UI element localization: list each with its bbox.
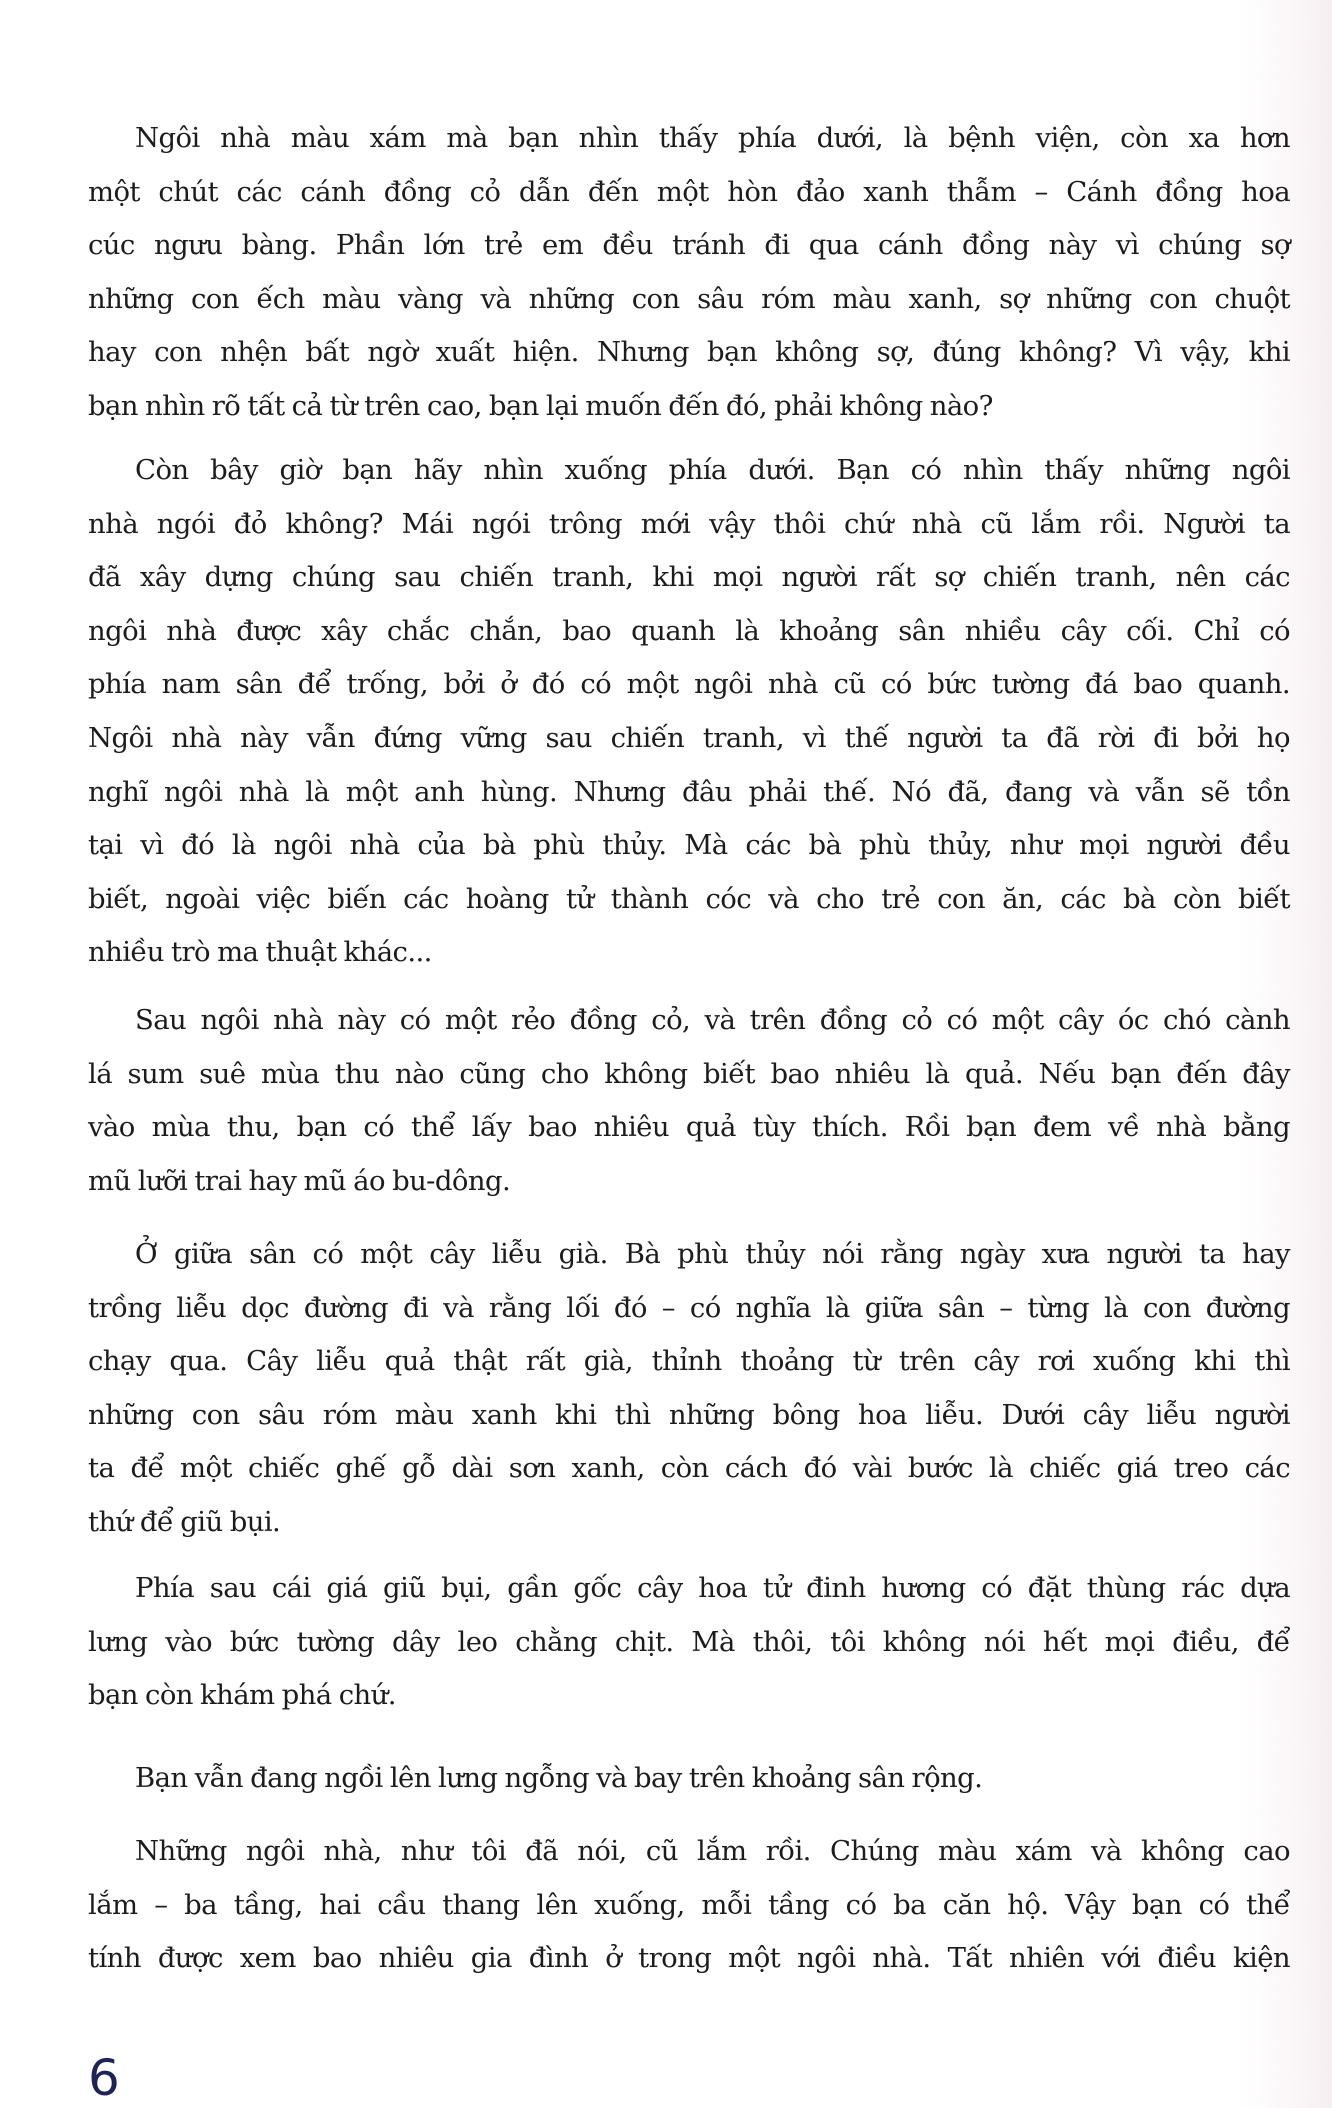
text-line: lưng vào bức tường dây leo chằng chịt. Mà thôi, tôi không nói hết mọi điều, để bbox=[88, 1625, 1290, 1658]
text-line: mũ lưỡi trai hay mũ áo bu-dông. bbox=[88, 1164, 511, 1197]
text-line: ngôi nhà được xây chắc chắn, bao quanh là khoảng sân nhiều cây cối. Chỉ có bbox=[88, 614, 1290, 647]
text-line: hay con nhện bất ngờ xuất hiện. Nhưng bạn không sợ, đúng không? Vì vậy, khi bbox=[88, 336, 1290, 369]
text-line: lắm – ba tầng, hai cầu thang lên xuống, mỗi tầng có ba căn hộ. Vậy bạn có thể bbox=[88, 1888, 1290, 1921]
paragraph-3 bbox=[88, 994, 1290, 1208]
paragraph-5 bbox=[88, 1562, 1290, 1723]
text-line: phía nam sân để trống, bởi ở đó có một ngôi nhà cũ có bức tường đá bao quanh. bbox=[88, 668, 1290, 701]
text-line: Phía sau cái giá giũ bụi, gần gốc cây hoa tử đinh hương có đặt thùng rác dựa bbox=[135, 1572, 1290, 1604]
text-line: một chút các cánh đồng cỏ dẫn đến một hòn đảo xanh thẫm – Cánh đồng hoa bbox=[88, 175, 1290, 208]
text-line: bạn còn khám phá chứ. bbox=[88, 1679, 396, 1712]
page-number: 6 bbox=[88, 2049, 120, 2107]
text-line: vào mùa thu, bạn có thể lấy bao nhiêu quả tùy thích. Rồi bạn đem về nhà bằng bbox=[88, 1111, 1290, 1144]
text-line: lá sum suê mùa thu nào cũng cho không biết bao nhiêu là quả. Nếu bạn đến đây bbox=[88, 1057, 1290, 1090]
text-line: trồng liễu dọc đường đi và rằng lối đó – có nghĩa là giữa sân – từng là con đường bbox=[88, 1291, 1290, 1324]
text-line: Còn bây giờ bạn hãy nhìn xuống phía dưới. Bạn có nhìn thấy những ngôi bbox=[135, 454, 1290, 486]
text-line: Ngôi nhà màu xám mà bạn nhìn thấy phía dưới, là bệnh viện, còn xa hơn bbox=[135, 122, 1290, 154]
text-line: Ngôi nhà này vẫn đứng vững sau chiến tranh, vì thế người ta đã rời đi bởi họ bbox=[88, 721, 1290, 754]
text-line: nhiều trò ma thuật khác... bbox=[88, 936, 432, 969]
paragraph-2 bbox=[88, 444, 1290, 980]
text-line: cúc ngưu bàng. Phần lớn trẻ em đều tránh đi qua cánh đồng này vì chúng sợ bbox=[88, 229, 1290, 262]
text-line: nhà ngói đỏ không? Mái ngói trông mới vậy thôi chứ nhà cũ lắm rồi. Người ta bbox=[88, 507, 1290, 540]
text-line: những con ếch màu vàng và những con sâu róm màu xanh, sợ những con chuột bbox=[88, 282, 1290, 315]
text-line: thứ để giũ bụi. bbox=[88, 1505, 281, 1538]
text-line: tính được xem bao nhiêu gia đình ở trong một ngôi nhà. Tất nhiên với điều kiện bbox=[88, 1942, 1290, 1975]
text-line: tại vì đó là ngôi nhà của bà phù thủy. Mà các bà phù thủy, như mọi người đều bbox=[88, 829, 1290, 862]
text-line: nghĩ ngôi nhà là một anh hùng. Nhưng đâu phải thế. Nó đã, đang và vẫn sẽ tồn bbox=[88, 775, 1290, 808]
text-line: những con sâu róm màu xanh khi thì những bông hoa liễu. Dưới cây liễu người bbox=[88, 1398, 1290, 1431]
text-line: Ở giữa sân có một cây liễu già. Bà phù thủy nói rằng ngày xưa người ta hay bbox=[135, 1238, 1290, 1270]
text-line: Sau ngôi nhà này có một rẻo đồng cỏ, và trên đồng cỏ có một cây óc chó cành bbox=[135, 1004, 1290, 1036]
text-line: ta để một chiếc ghế gỗ dài sơn xanh, còn cách đó vài bước là chiếc giá treo các bbox=[88, 1452, 1290, 1485]
text-line: Những ngôi nhà, như tôi đã nói, cũ lắm rồi. Chúng màu xám và không cao bbox=[135, 1835, 1290, 1867]
text-line: biết, ngoài việc biến các hoàng tử thành cóc và cho trẻ con ăn, các bà còn biết bbox=[88, 882, 1290, 915]
paragraph-4 bbox=[88, 1228, 1290, 1550]
text-line: chạy qua. Cây liễu quả thật rất già, thỉnh thoảng từ trên cây rơi xuống khi thì bbox=[88, 1345, 1290, 1378]
paragraph-6 bbox=[88, 1752, 1290, 1806]
text-line: Bạn vẫn đang ngồi lên lưng ngỗng và bay trên khoảng sân rộng. bbox=[135, 1762, 983, 1794]
text-line: đã xây dựng chúng sau chiến tranh, khi mọi người rất sợ chiến tranh, nên các bbox=[88, 561, 1290, 594]
paragraph-7 bbox=[88, 1825, 1290, 1986]
text-line: bạn nhìn rõ tất cả từ trên cao, bạn lại muốn đến đó, phải không nào? bbox=[88, 389, 993, 422]
paragraph-1 bbox=[88, 112, 1290, 434]
